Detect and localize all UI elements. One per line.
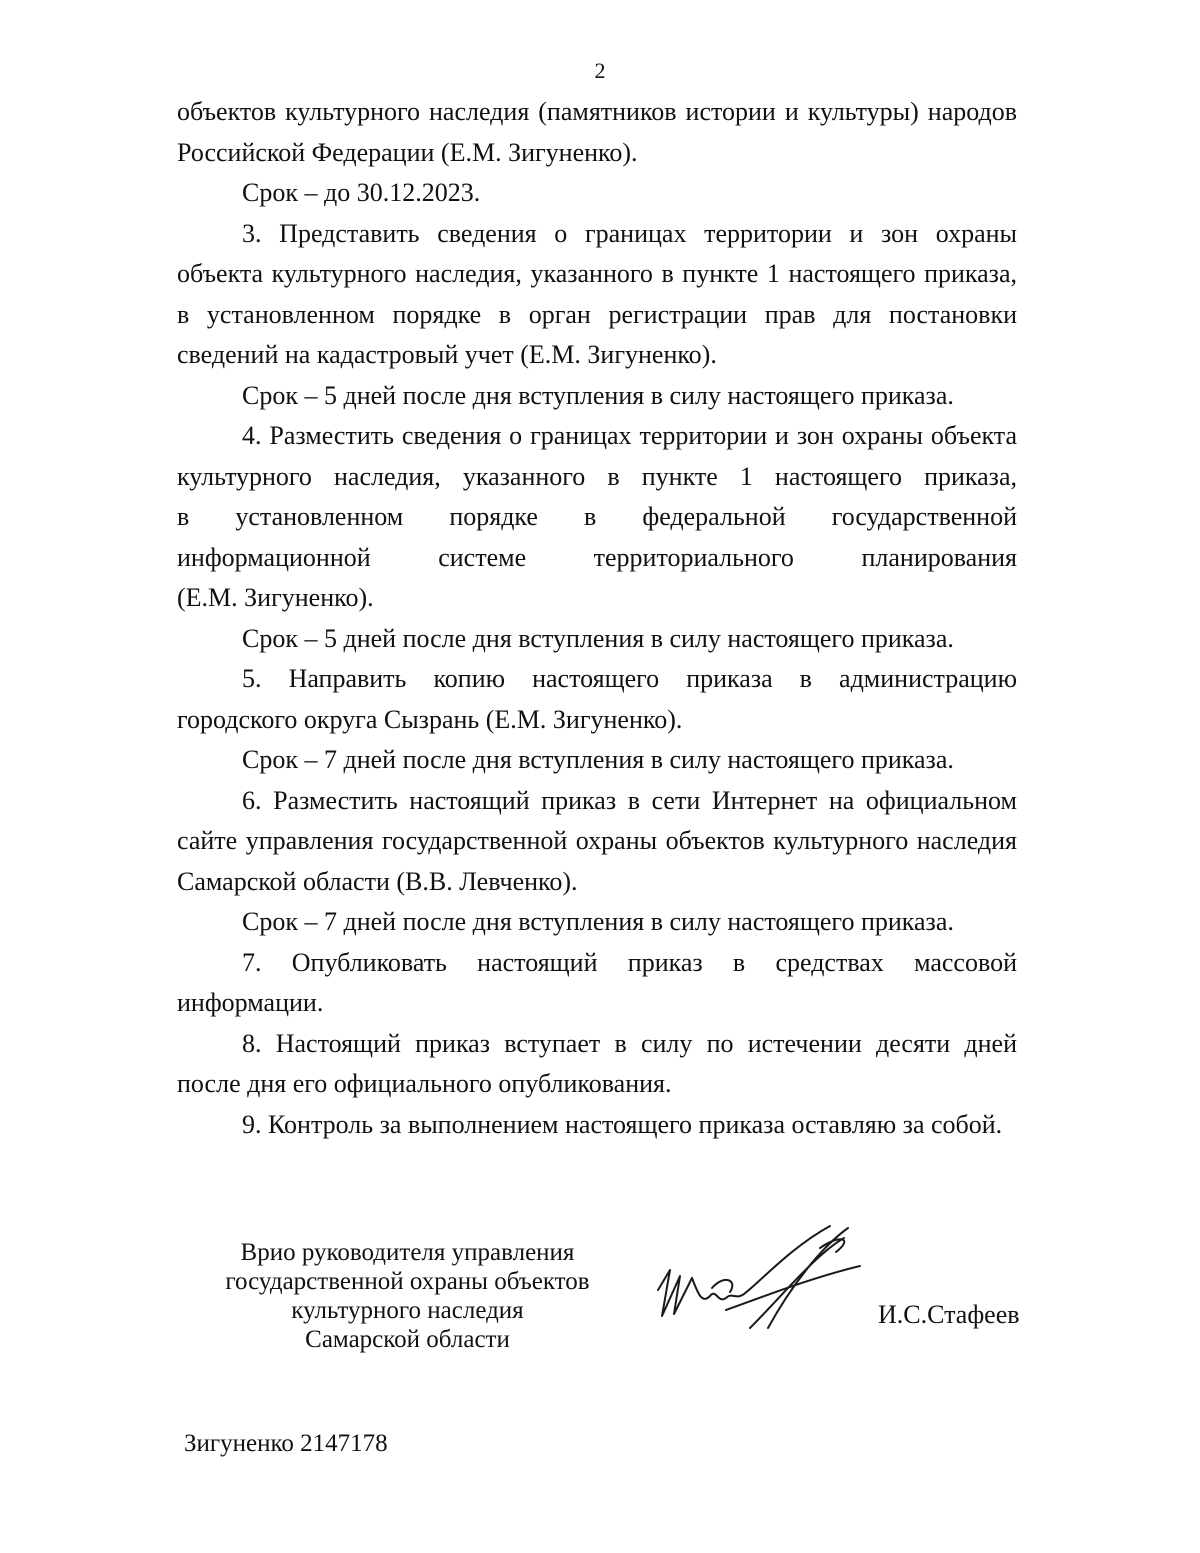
handwritten-signature <box>640 1218 870 1338</box>
signer-name: И.С.Стафеев <box>878 1300 1020 1329</box>
order-item-7: 7. Опубликовать настоящий приказ в средствах массовой информации. <box>177 947 1017 1017</box>
order-item-4-line-3: в установленном порядке в федеральной государственной <box>177 502 1017 531</box>
order-item-4-line-5: (Е.М. Зигуненко). <box>177 583 374 612</box>
order-item-4-line-4: информационной системе территориального планирования <box>177 542 1017 572</box>
paragraph-continuation: объектов культурного наследия (памятников истории и культуры) народов Российской Федерации (Е.М. Зигуненко). <box>177 97 1017 167</box>
deadline-item-4: Срок – 5 дней после дня вступления в силу настоящего приказа. <box>242 623 954 653</box>
deadline-item-6: Срок – 7 дней после дня вступления в силу настоящего приказа. <box>242 907 954 936</box>
deadline-item-2: Срок – до 30.12.2023. <box>242 178 481 207</box>
order-item-9: 9. Контроль за выполнением настоящего приказа оставляю за собой. <box>242 1109 1003 1139</box>
order-body <box>177 92 1017 1145</box>
signatory-title <box>205 1238 610 1354</box>
deadline-item-3: Срок – 5 дней после дня вступления в силу настоящего приказа. <box>242 380 954 410</box>
order-item-8: 8. Настоящий приказ вступает в силу по истечении десяти дней после дня его официального опубликования. <box>177 1028 1017 1098</box>
deadline-item-5: Срок – 7 дней после дня вступления в силу настоящего приказа. <box>242 745 954 774</box>
order-item-6: 6. Разместить настоящий приказ в сети Интернет на официальном сайте управления государственной охраны объектов культурного наследия Самарской области (В.В. Левченко). <box>177 785 1017 896</box>
signatory-title-line: Самарской области <box>305 1326 510 1353</box>
order-item-5: 5. Направить копию настоящего приказа в администрацию городского округа Сызрань (Е.М. Зигуненко). <box>177 664 1017 734</box>
signatory-title-line: государственной охраны объектов <box>225 1268 590 1295</box>
signatory-title-line: Врио руководителя управления <box>240 1239 575 1266</box>
order-item-3: 3. Представить сведения о границах территории и зон охраны объекта культурного наследия, указанного в пункте 1 настоящего приказа, в установленном порядке в орган регистрации прав для постановки сведений на кадастровый учет (Е.М. Зигуненко). <box>177 218 1017 369</box>
signatory-title-line: культурного наследия <box>291 1297 524 1324</box>
page-number: 2 <box>594 58 606 83</box>
executor-contact: Зигуненко 2147178 <box>184 1430 388 1457</box>
order-item-4: 4. Разместить сведения о границах территории и зон охраны объекта культурного наследия, указанного в пункте 1 настоящего приказа, <box>177 421 1017 491</box>
